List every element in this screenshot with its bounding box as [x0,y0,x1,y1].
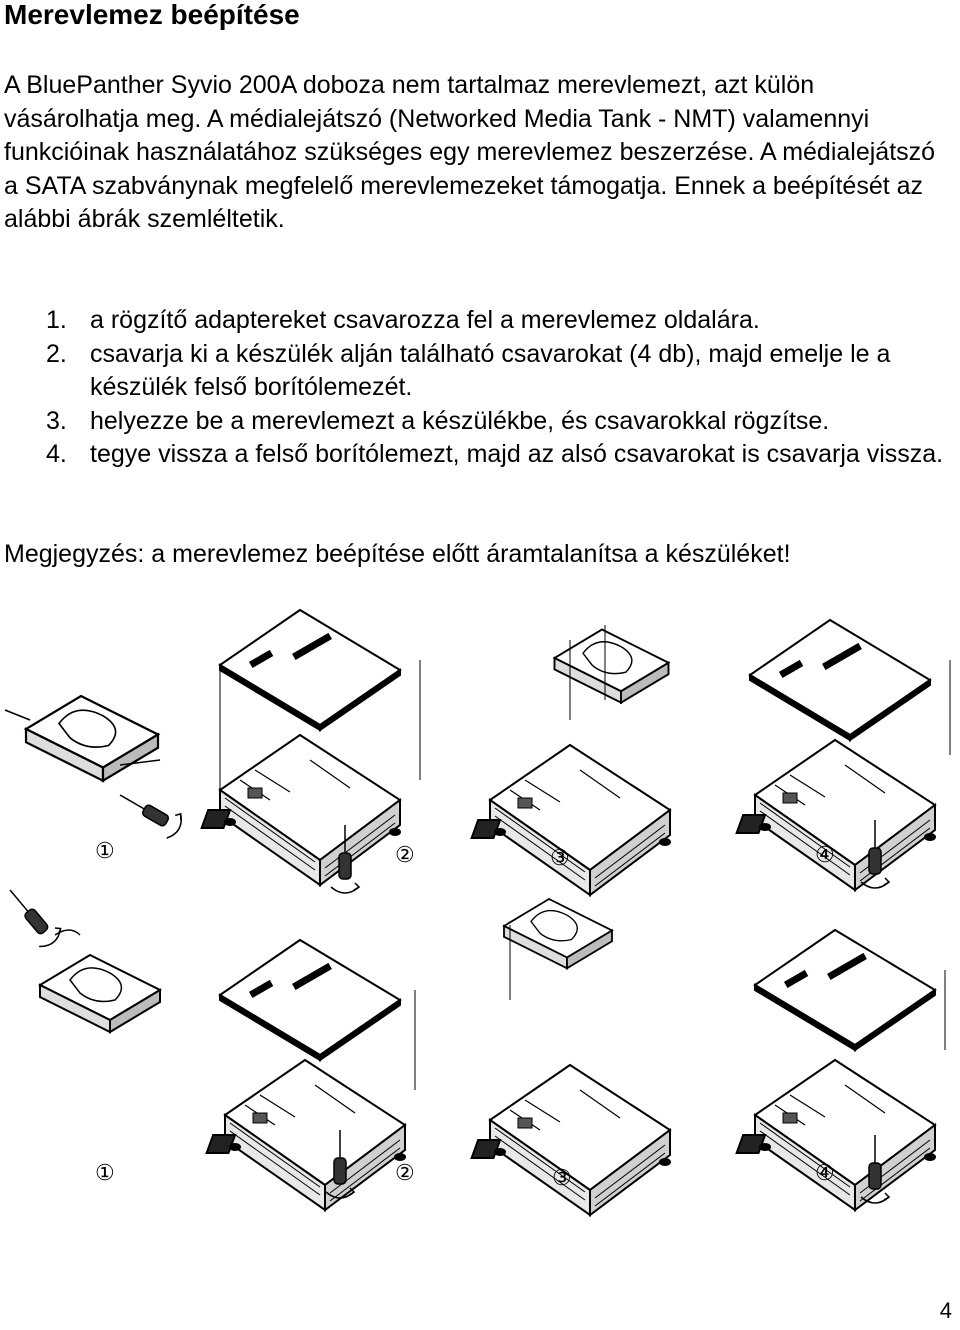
step-label: ③ [552,1165,572,1190]
step-2-illustration [202,610,420,893]
list-item [4,405,960,439]
step-label: ② [395,1160,415,1185]
step-label: ② [395,842,415,867]
step-number: 4. [46,440,67,468]
page-title: Merevlemez beépítése [4,0,300,30]
step-text: tegye vissza a felső borítólemezt, majd az alsó csavarokat is csavarja vissza. [90,440,944,468]
intro-paragraph: A BluePanther Syvio 200A doboza nem tartalmaz merevlemezt, azt külön vásárolhatja meg. A médialejátszó (Networked Media Tank - NMT) valamennyi funkcióinak használatához szükséges egy merevlemez beszerzése. A médialejátszó a SATA szabványnak megfelelő merevlemezeket támogatja. Ennek a beépítését az alábbi ábrák szemléltetik. [4,71,936,233]
step-4b-illustration [737,930,945,1210]
step-text: csavarja ki a készülék alján található csavarokat (4 db), majd emelje le a készülék felső borítólemezét. [90,339,891,401]
list-item [4,304,960,338]
step-list [4,304,960,472]
list-item [4,338,960,405]
step-4-illustration [737,620,950,890]
step-number: 2. [46,339,67,368]
installation-diagram [0,590,960,1290]
step-2b-illustration [207,940,415,1210]
step-label: ① [95,1160,115,1185]
step-label: ③ [550,845,570,870]
step-label: ④ [815,1160,835,1185]
step-1b-illustration [0,881,160,1032]
step-3-illustration [472,625,670,895]
step-number: 1. [46,306,67,334]
list-item [4,438,960,472]
step-text: a rögzítő adaptereket csavarozza fel a merevlemez oldalára. [90,306,760,334]
warning-note: Megjegyzés: a merevlemez beépítése előtt áramtalanítsa a készüléket! [4,540,791,568]
page-number: 4 [939,1298,952,1323]
step-label: ④ [815,842,835,867]
step-1-illustration [5,696,186,841]
step-text: helyezze be a merevlemezt a készülékbe, és csavarokkal rögzítse. [90,406,830,435]
step-label: ① [95,838,115,863]
step-number: 3. [46,406,67,435]
